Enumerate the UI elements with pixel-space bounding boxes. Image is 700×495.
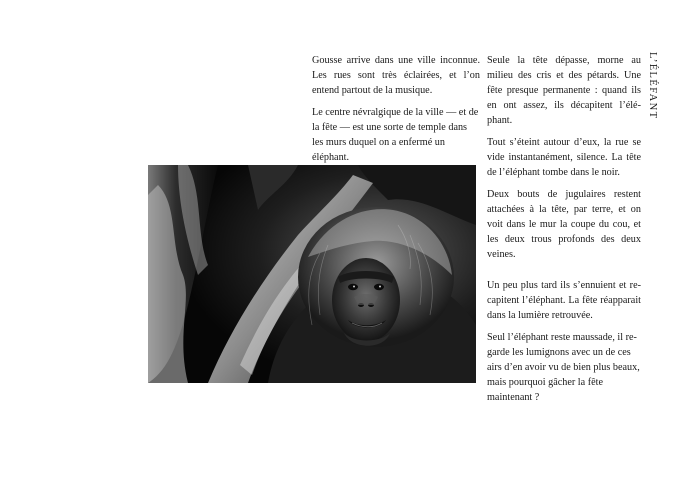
paragraph: Gousse arrive dans une ville inconnue. Les rues sont très éclairées, et l’on entend partout de la musique. [312,55,480,96]
text-column-right [487,53,641,412]
orangutan-photo [148,165,476,383]
running-title: L’ÉLÉFANT [647,52,658,120]
orangutan-illustration [148,165,476,383]
paragraph: Tout s’éteint autour d’eux, la rue se vide instantanément, silence. La tête de l’éléphant tombe dans le noir. [487,137,641,178]
paragraph: Seule la tête dépasse, morne au milieu des cris et des pétards. Une fête presque permanente : quand ils en ont assez, ils décapitent l’éléphant. [487,55,641,126]
text-column-left [312,53,480,172]
paragraph: Le centre névralgique de la ville — et de la fête — est une sorte de temple dans les murs duquel on a enfermé un éléphant. [312,107,479,163]
paragraph: Seul l’éléphant reste maussade, il regarde les lumignons avec un de ces airs d’en avoir vu de bien plus beaux, mais pourquoi gâcher la fête maintenant ? [487,332,640,403]
paragraph: Un peu plus tard ils s’ennuient et recapitent l’éléphant. La fête réapparait dans la lumière retrouvée. [487,280,641,321]
paragraph: Deux bouts de jugulaires restent attachées à la tête, par terre, et on voit dans le mur la coupe du cou, et les deux trous profonds des deux veines. [487,189,641,260]
